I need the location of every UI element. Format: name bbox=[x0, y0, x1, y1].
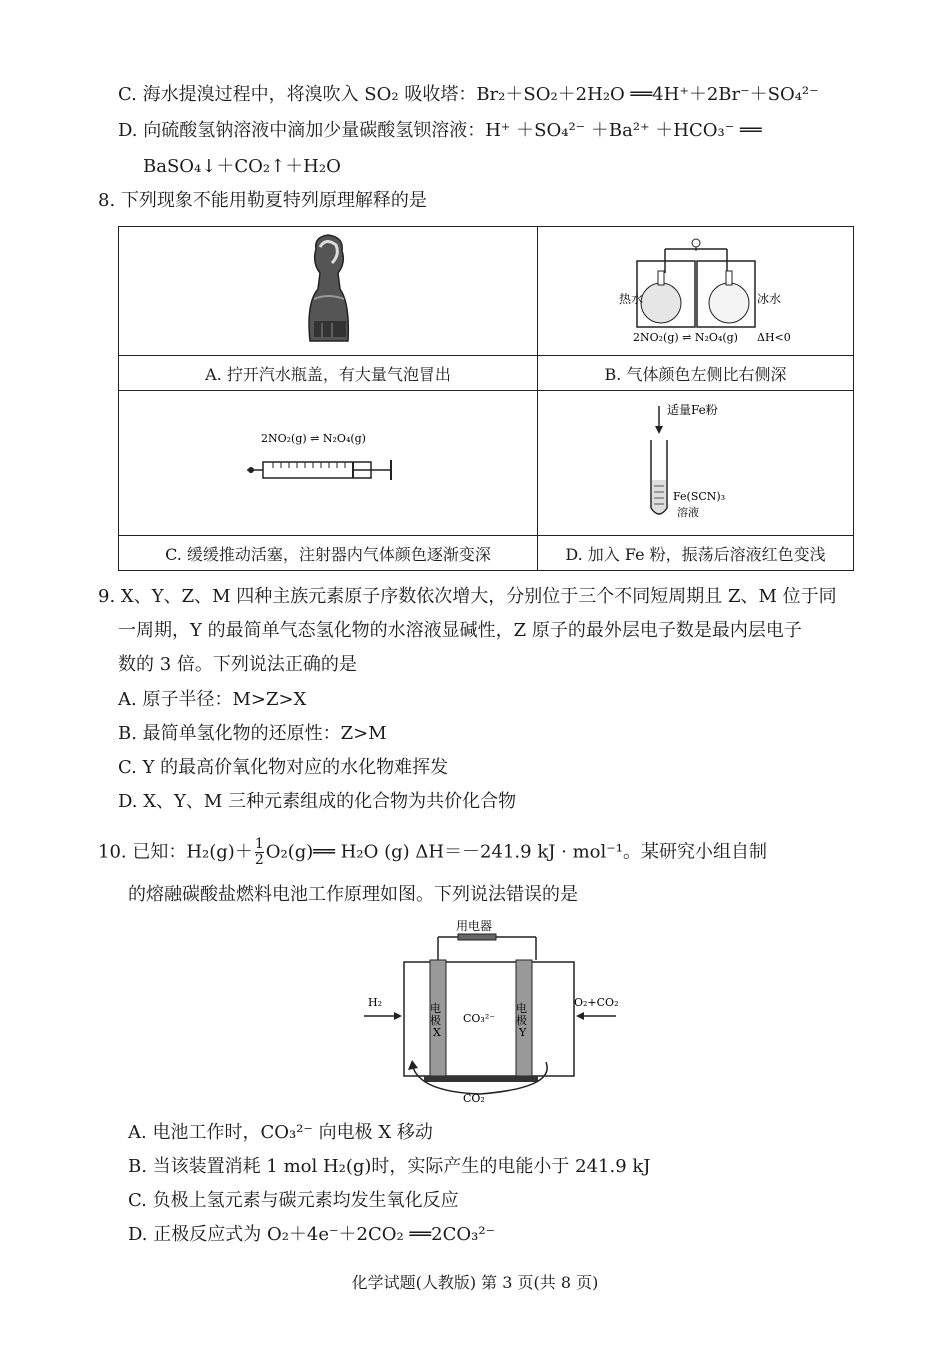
q8-option-b: B. 气体颜色左侧比右侧深 bbox=[538, 356, 854, 391]
q9-option-a: A. 原子半径：M>Z>X bbox=[118, 689, 307, 710]
fraction-numerator: 1 bbox=[254, 836, 264, 852]
no2-flasks-figure bbox=[581, 227, 811, 351]
q10-option-c: C. 负极上氢元素与碳元素均发生氧化反应 bbox=[128, 1190, 459, 1211]
q8-stem: 8. 下列现象不能用勒夏特列原理解释的是 bbox=[98, 190, 427, 211]
electrode-y-char-3: Y bbox=[519, 1026, 527, 1039]
q9-option-d: D. X、Y、M 三种元素组成的化合物为共价化合物 bbox=[118, 791, 517, 812]
q10-stem-2: 的熔融碳酸盐燃料电池工作原理如图。下列说法错误的是 bbox=[128, 884, 578, 905]
q9-option-b: B. 最简单氢化物的还原性：Z>M bbox=[118, 723, 387, 744]
syringe-figure bbox=[243, 426, 413, 496]
q10-stem-1 bbox=[98, 837, 767, 868]
q10-stem-pre: 10. 已知：H₂(g)＋ bbox=[98, 841, 253, 863]
h2-label: H₂ bbox=[368, 996, 383, 1009]
q8-option-c: C. 缓缓推动活塞，注射器内气体颜色逐渐变深 bbox=[119, 536, 538, 571]
co2-recycle-label: CO₂ bbox=[463, 1092, 485, 1105]
fig-b-equation: 2NO₂(g) ⇌ N₂O₄(g) bbox=[632, 331, 738, 344]
q9-stem-1: 9. X、Y、Z、M 四种主族元素原子序数依次增大，分别位于三个不同短周期且 Z、M 位于同 bbox=[98, 586, 837, 607]
fig-c-equation: 2NO₂(g) ⇌ N₂O₄(g) bbox=[261, 432, 366, 445]
fuel-cell-figure bbox=[360, 916, 625, 1108]
electrode-x-char-2: 极 bbox=[430, 1014, 441, 1027]
q10-option-a: A. 电池工作时，CO₃²⁻ 向电极 X 移动 bbox=[128, 1122, 433, 1143]
fig-d-cell bbox=[538, 391, 854, 536]
q7-option-d: D. 向硫酸氢钠溶液中滴加少量碳酸氢钡溶液：H⁺ ＋SO₄²⁻ ＋Ba²⁺ ＋HCO₃⁻ ══ bbox=[118, 120, 762, 141]
q9-stem-2: 一周期，Y 的最简单气态氢化物的水溶液显碱性，Z 原子的最外层电子数是最内层电子 bbox=[118, 620, 802, 641]
q9-stem-3: 数的 3 倍。下列说法正确的是 bbox=[118, 654, 357, 675]
q10-option-b: B. 当该装置消耗 1 mol H₂(g)时，实际产生的电能小于 241.9 kJ bbox=[128, 1156, 651, 1177]
page-footer: 化学试题(人教版) 第 3 页(共 8 页) bbox=[351, 1273, 599, 1292]
q10-stem-post: O₂(g)══ H₂O (g) ΔH＝－241.9 kJ · mol⁻¹。某研究小组自制 bbox=[265, 841, 767, 863]
fraction-half bbox=[255, 837, 264, 868]
carbonate-label: CO₃²⁻ bbox=[463, 1012, 496, 1025]
electrode-x-char-1: 电 bbox=[430, 1002, 441, 1015]
hot-water-label: 热水 bbox=[618, 292, 643, 306]
fig-a-cell bbox=[119, 227, 538, 356]
electrode-x-char-3: X bbox=[433, 1026, 441, 1039]
q8-option-a: A. 拧开汽水瓶盖，有大量气泡冒出 bbox=[119, 356, 538, 391]
ice-water-label: 冰水 bbox=[756, 292, 781, 306]
load-label: 用电器 bbox=[456, 919, 493, 933]
electrode-y-char-2: 极 bbox=[516, 1014, 527, 1027]
fig-b-cell bbox=[538, 227, 854, 356]
q7-option-d-cont: BaSO₄↓＋CO₂↑＋H₂O bbox=[143, 156, 341, 177]
fig-b-delta-h: ΔH<0 bbox=[756, 331, 791, 344]
q9-option-c: C. Y 的最高价氧化物对应的水化物难挥发 bbox=[118, 757, 449, 778]
fraction-denominator: 2 bbox=[254, 852, 264, 868]
q8-figure-table bbox=[118, 226, 854, 571]
fescn-label: Fe(SCN)₃ bbox=[672, 490, 725, 503]
test-tube-figure bbox=[621, 396, 771, 526]
o2-co2-label: O₂+CO₂ bbox=[574, 996, 619, 1009]
q8-option-d: D. 加入 Fe 粉，振荡后溶液红色变浅 bbox=[538, 536, 854, 571]
soda-bottle-figure bbox=[268, 229, 388, 349]
q7-option-c: C. 海水提溴过程中，将溴吹入 SO₂ 吸收塔：Br₂＋SO₂＋2H₂O ══4H⁺＋2Br⁻＋SO₄²⁻ bbox=[118, 84, 819, 105]
fig-c-cell bbox=[119, 391, 538, 536]
q10-option-d: D. 正极反应式为 O₂＋4e⁻＋2CO₂ ══2CO₃²⁻ bbox=[128, 1224, 496, 1245]
solution-label: 溶液 bbox=[676, 506, 699, 519]
electrode-y-char-1: 电 bbox=[516, 1002, 527, 1015]
fe-powder-label: 适量Fe粉 bbox=[666, 403, 718, 417]
